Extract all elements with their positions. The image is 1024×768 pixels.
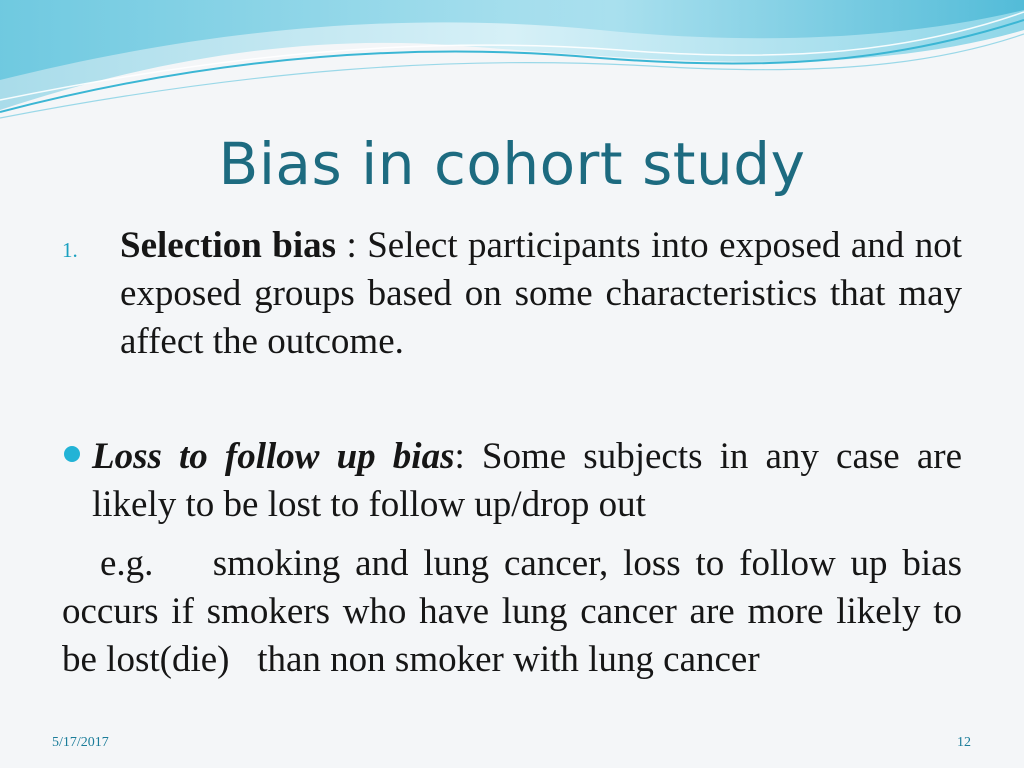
selection-bias-text: Select participants into exposed and not exposed groups based on some characteristics that may affect the outcome. [120,225,962,362]
example-paragraph [62,540,972,684]
loss-to-follow-up-item [92,433,962,529]
loss-to-follow-up-text: Some subjects in any case are likely to be lost to follow up/drop out [92,436,963,525]
list-number: 1. [62,238,78,262]
footer-page-number: 12 [957,735,971,750]
loss-to-follow-up-term: Loss to follow up bias [92,436,455,477]
loss-to-follow-up-separator: : [454,436,482,477]
selection-bias-separator: : [336,225,368,266]
selection-bias-term: Selection bias [120,225,337,266]
selection-bias-item [120,222,962,366]
slide-title: Bias in cohort study [218,130,806,198]
example-text: e.g. smoking and lung cancer, loss to follow up bias occurs if smokers who have lung cancer are more likely to be lost(die) than non smoker with lung cancer [62,543,972,680]
footer-date: 5/17/2017 [52,735,109,750]
filled-circle-bullet-icon [64,446,80,462]
header-wave-decoration [0,0,1024,130]
